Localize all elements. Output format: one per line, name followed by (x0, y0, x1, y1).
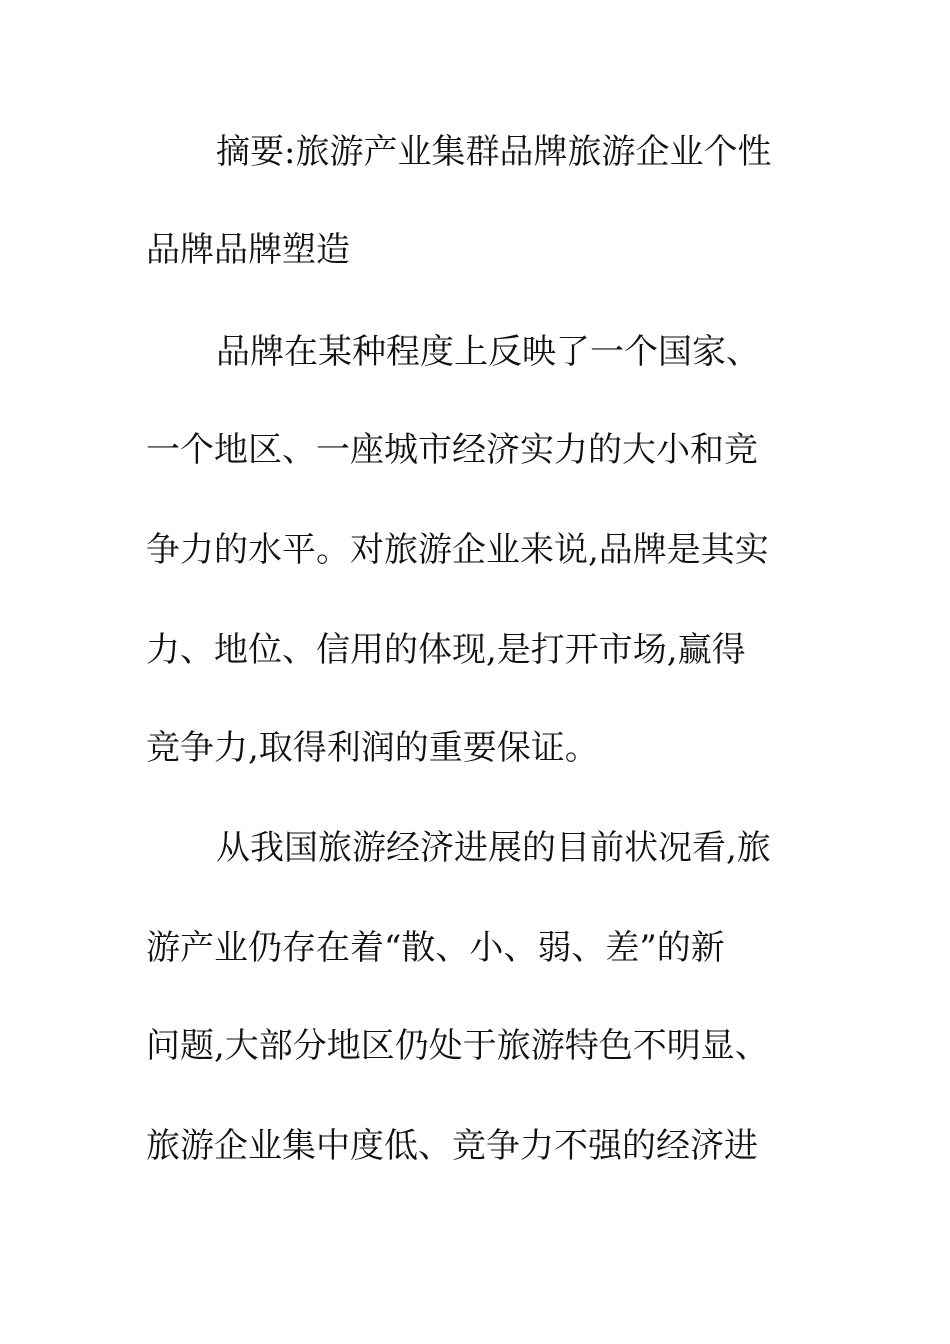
paragraph-1-line-1: 品牌在某种程度上反映了一个国家、 (216, 332, 760, 372)
paragraph-2-line-2: 游产业仍存在着“散、小、弱、差”的新 (146, 928, 725, 968)
paragraph-2-line-1: 从我国旅游经济进展的目前状况看,旅 (216, 828, 771, 868)
abstract-line-1: 摘要:旅游产业集群品牌旅游企业个性 (216, 132, 772, 172)
abstract-line-2: 品牌品牌塑造 (146, 230, 350, 270)
paragraph-1-line-2: 一个地区、一座城市经济实力的大小和竞 (146, 430, 758, 470)
paragraph-2-line-3: 问题,大部分地区仍处于旅游特色不明显、 (146, 1026, 769, 1066)
paragraph-2-line-4: 旅游企业集中度低、竞争力不强的经济进 (146, 1126, 758, 1166)
paragraph-1-line-4: 力、地位、信用的体现,是打开市场,赢得 (146, 630, 746, 670)
paragraph-1-line-3: 争力的水平。对旅游企业来说,品牌是其实 (146, 530, 769, 570)
paragraph-1-line-5: 竞争力,取得利润的重要保证。 (146, 728, 599, 768)
